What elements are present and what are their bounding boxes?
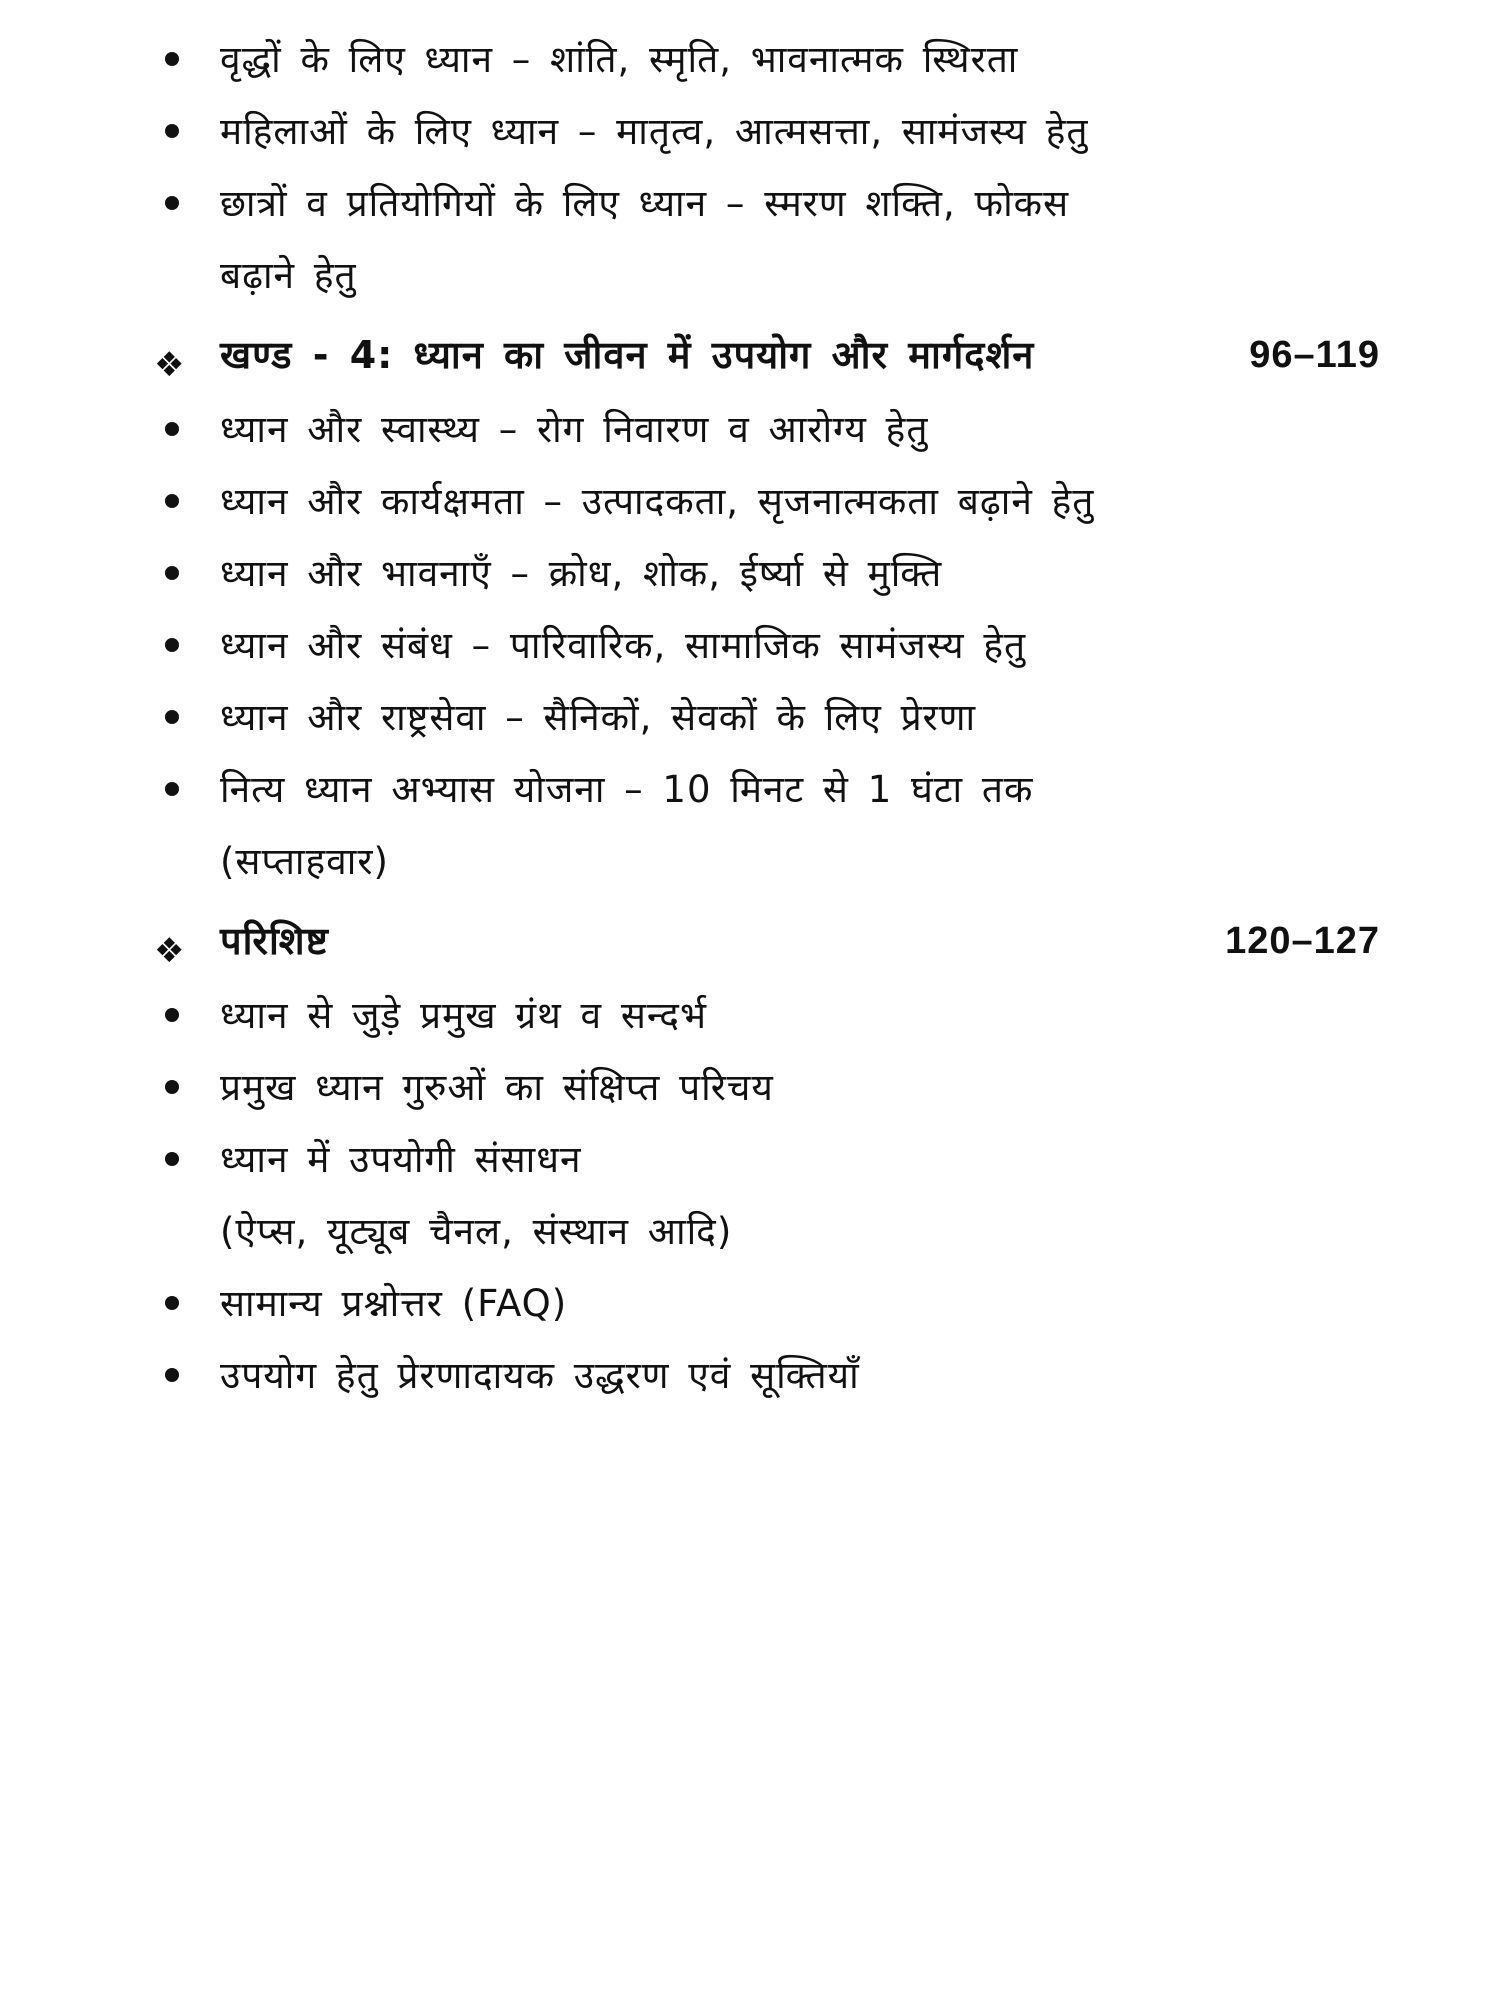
section-page-range: 120–127 <box>1225 920 1380 962</box>
bullet-icon <box>165 124 179 138</box>
bullet-icon <box>165 52 179 66</box>
list-item <box>150 980 1380 1052</box>
bullet-icon <box>165 422 179 436</box>
list-item <box>150 538 1380 610</box>
bullet-icon <box>165 494 179 508</box>
list-item <box>150 1124 1380 1268</box>
list-item-text: ध्यान से जुड़े प्रमुख ग्रंथ व सन्दर्भ <box>220 994 707 1037</box>
list-item-text: ध्यान में उपयोगी संसाधन <box>220 1138 582 1181</box>
list-item <box>150 610 1380 682</box>
list-item-text: ध्यान और राष्ट्रसेवा – सैनिकों, सेवकों के लिए प्रेरणा <box>220 696 977 739</box>
list-item-text: सामान्य प्रश्नोत्तर (FAQ) <box>220 1282 568 1325</box>
list-item-text: बढ़ाने हेतु <box>220 254 357 297</box>
bullet-icon <box>165 566 179 580</box>
list-item-text: छात्रों व प्रतियोगियों के लिए ध्यान – स्मरण शक्ति, फोकस <box>220 182 1070 225</box>
list-item-text: नित्य ध्यान अभ्यास योजना – 10 मिनट से 1 घंटा तक <box>220 768 1034 811</box>
bullet-icon <box>165 1368 179 1382</box>
diamond-bullet-icon: ❖ <box>154 345 186 385</box>
list-item <box>150 1340 1380 1412</box>
section-title: खण्ड - 4: ध्यान का जीवन में उपयोग और मार्गदर्शन <box>220 333 1035 377</box>
list-item <box>150 168 1380 312</box>
bullet-icon <box>165 638 179 652</box>
section-heading <box>150 316 1380 394</box>
list-item <box>150 466 1380 538</box>
diamond-bullet-icon: ❖ <box>154 931 186 971</box>
list-item <box>150 754 1380 898</box>
bullet-icon <box>165 1080 179 1094</box>
bullet-icon <box>165 196 179 210</box>
list-item <box>150 682 1380 754</box>
bullet-icon <box>165 1296 179 1310</box>
bullet-icon <box>165 1152 179 1166</box>
list-item <box>150 1268 1380 1340</box>
bullet-icon <box>165 782 179 796</box>
list-item <box>150 1052 1380 1124</box>
list-item-text: ध्यान और स्वास्थ्य – रोग निवारण व आरोग्य हेतु <box>220 408 929 451</box>
list-item <box>150 24 1380 96</box>
list-item-text: ध्यान और संबंध – पारिवारिक, सामाजिक सामंजस्य हेतु <box>220 624 1027 667</box>
list-item-text: (ऐप्स, यूट्यूब चैनल, संस्थान आदि) <box>220 1210 733 1253</box>
list-item-text: (सप्ताहवार) <box>220 840 389 883</box>
bullet-icon <box>165 710 179 724</box>
section-page-range: 96–119 <box>1249 334 1380 376</box>
list-item-text: ध्यान और भावनाएँ – क्रोध, शोक, ईर्ष्या से मुक्ति <box>220 552 943 595</box>
list-item-text: प्रमुख ध्यान गुरुओं का संक्षिप्त परिचय <box>220 1066 774 1109</box>
list-item <box>150 96 1380 168</box>
section-heading <box>150 902 1380 980</box>
list-item-text: उपयोग हेतु प्रेरणादायक उद्धरण एवं सूक्तियाँ <box>220 1354 860 1397</box>
list-item-text: वृद्धों के लिए ध्यान – शांति, स्मृति, भावनात्मक स्थिरता <box>220 38 1019 81</box>
section-title: परिशिष्ट <box>220 919 329 963</box>
list-item <box>150 394 1380 466</box>
list-item-text: महिलाओं के लिए ध्यान – मातृत्व, आत्मसत्ता, सामंजस्य हेतु <box>220 110 1089 153</box>
bullet-icon <box>165 1008 179 1022</box>
table-of-contents <box>150 24 1380 1412</box>
list-item-text: ध्यान और कार्यक्षमता – उत्पादकता, सृजनात्मकता बढ़ाने हेतु <box>220 480 1095 523</box>
